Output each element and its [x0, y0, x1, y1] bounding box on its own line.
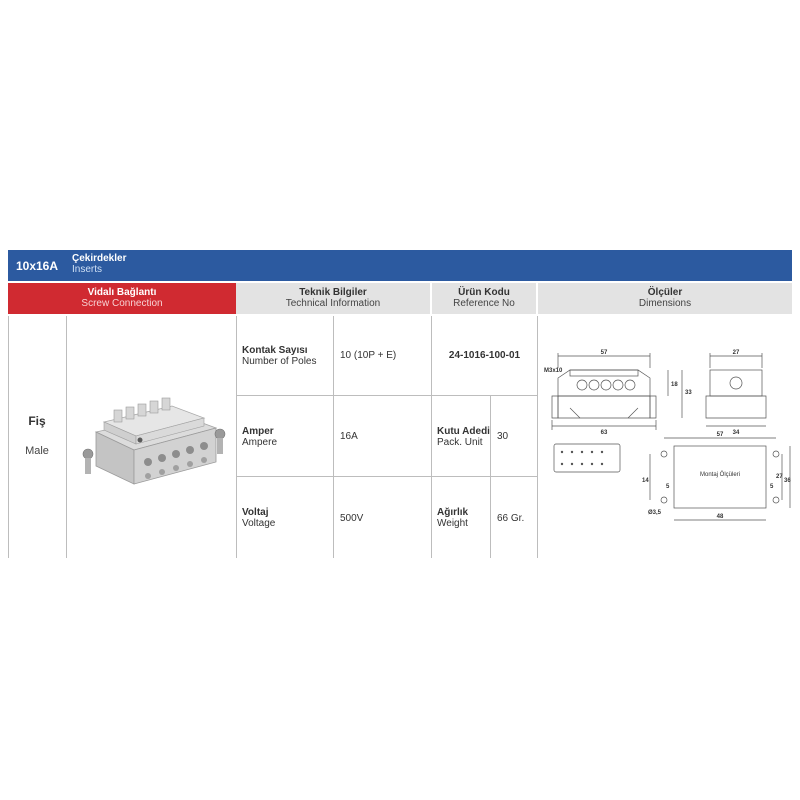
product-type-en: Male: [25, 445, 49, 457]
spec-poles-value: 10 (10P + E): [340, 350, 397, 361]
spec-amper-label-en: Ampere: [242, 437, 278, 448]
spec-weight-label-en: Weight: [437, 518, 468, 529]
reference-header: [432, 283, 536, 314]
technical-header-en: Technical Information: [285, 298, 381, 309]
dim-mount-right1: 5: [770, 484, 774, 490]
section-title: [72, 253, 126, 275]
technical-header-tr: Teknik Bilgiler: [299, 287, 367, 298]
spec-weight-label-tr: Ağırlık: [437, 507, 469, 518]
dim-front-bottom: 63: [600, 430, 608, 436]
section-title-en: Inserts: [72, 264, 103, 275]
spec-amper-value: 16A: [340, 431, 358, 442]
dimensions-header-tr: Ölçüler: [647, 287, 683, 298]
spec-poles-label-tr: Kontak Sayısı: [242, 345, 308, 356]
connection-header-en: Screw Connection: [81, 298, 163, 309]
dim-front-top: 57: [600, 350, 608, 356]
section-title-tr: Çekirdekler: [72, 253, 127, 264]
dim-mount-hole: Ø3,5: [648, 510, 662, 516]
dim-side-top: 27: [732, 350, 740, 356]
dim-mount-left1: 14: [642, 478, 649, 484]
mounting-dimensions-label: Montaj Ölçüleri: [699, 472, 741, 478]
spec-voltage-label-tr: Voltaj: [242, 507, 269, 518]
spec-pack-label-tr: Kutu Adedi: [437, 426, 490, 437]
technical-header: [236, 283, 430, 314]
spec-voltage-label-en: Voltage: [242, 518, 276, 529]
spec-weight-label: [437, 507, 468, 529]
spec-poles-label: [242, 345, 316, 367]
grid-line: [237, 476, 537, 477]
dim-mount-top: 57: [716, 432, 724, 438]
grid-line: [237, 395, 537, 396]
spec-pack-value: 30: [497, 431, 509, 442]
product-type-tr: Fiş: [28, 414, 46, 428]
grid-line: [66, 316, 67, 558]
dim-mount-right3: 36: [784, 478, 791, 484]
spec-voltage-value: 500V: [340, 513, 364, 524]
dim-mount-right2: 27: [776, 474, 783, 480]
spec-poles-label-en: Number of Poles: [242, 356, 317, 367]
grid-line: [333, 316, 334, 558]
grid-line: [8, 316, 9, 558]
dim-front-h1: 18: [671, 382, 678, 388]
grid-line: [537, 316, 538, 558]
reference-header-tr: Ürün Kodu: [458, 287, 510, 298]
dim-front-screw: M3x10: [544, 368, 563, 374]
product-series-code: 10x16A: [15, 258, 59, 273]
dimension-drawing: [540, 348, 792, 528]
dim-front-h2: 33: [685, 390, 692, 396]
connection-header-tr: Vidalı Bağlantı: [87, 287, 157, 298]
dim-mount-left2: 5: [666, 484, 670, 490]
spec-weight-value: 66 Gr.: [497, 513, 525, 524]
dim-mount-bottom: 48: [716, 514, 724, 520]
dimensions-header: [538, 283, 792, 314]
reference-header-en: Reference No: [453, 298, 515, 309]
connection-header: [8, 283, 236, 314]
spec-voltage-label: [242, 507, 275, 529]
spec-amper-label-tr: Amper: [242, 426, 274, 437]
dimensions-header-en: Dimensions: [638, 298, 692, 309]
spec-pack-label-en: Pack. Unit: [437, 437, 483, 448]
connector-insert-image: [74, 392, 232, 490]
spec-amper-label: [242, 426, 277, 448]
grid-line: [236, 316, 237, 558]
reference-number: 24-1016-100-01: [448, 350, 521, 361]
dim-side-bottom: 34: [732, 430, 740, 436]
spec-pack-label: [437, 426, 490, 448]
grid-line: [490, 396, 491, 558]
